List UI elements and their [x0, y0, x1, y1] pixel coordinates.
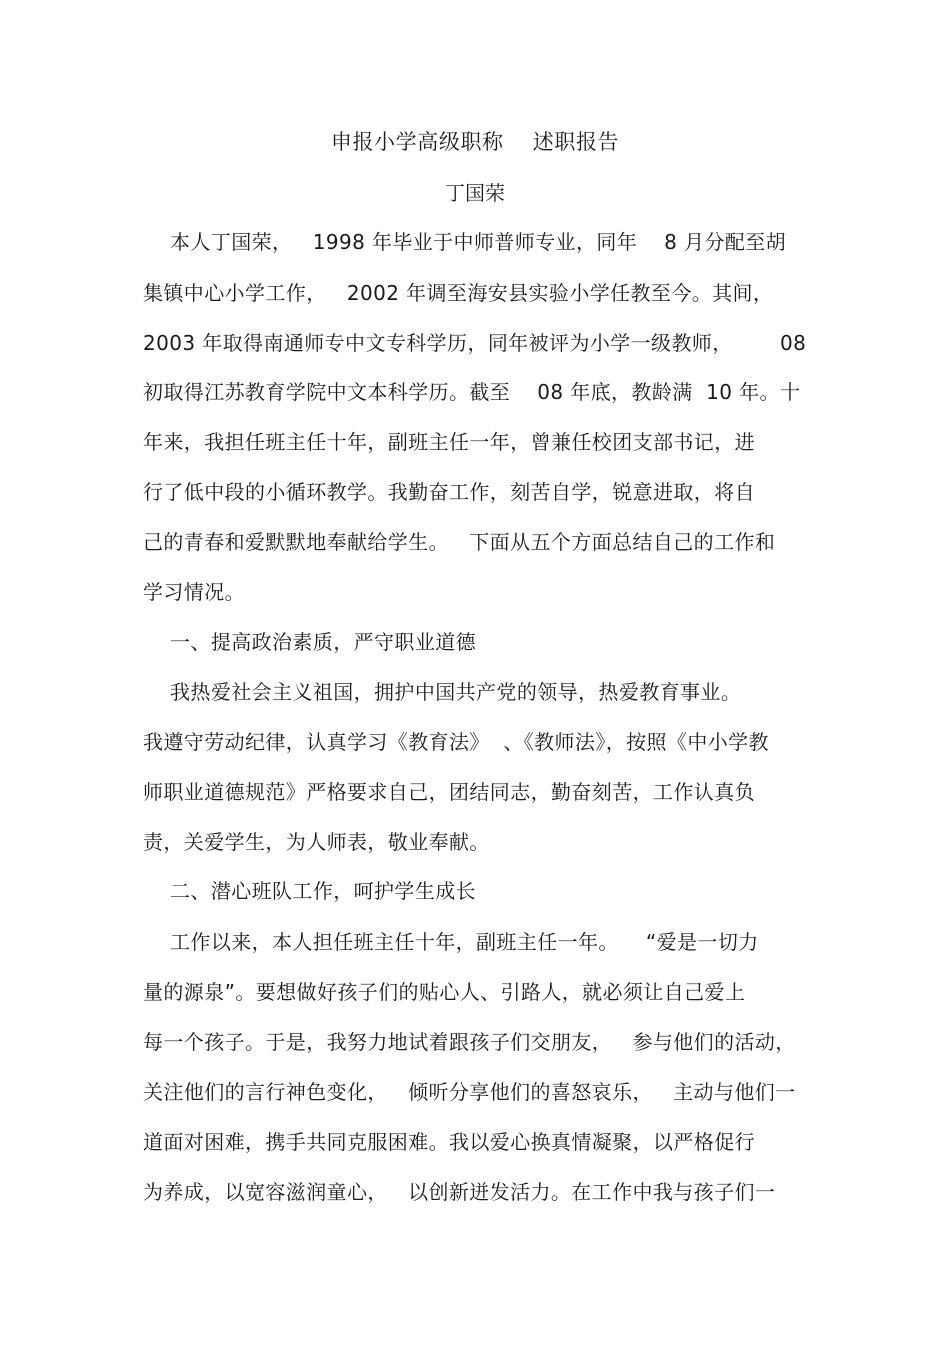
text-line: 道面对困难，携手共同克服困难。我以爱心换真情凝聚，以严格促行	[143, 1130, 755, 1154]
text-line: 行了低中段的小循环教学。我勤奋工作，刻苦自学，锐意进取，将自	[143, 480, 755, 504]
document-author: 丁国荣	[445, 181, 505, 205]
text-line: 初取得江苏教育学院中文本科学历。截至 08 年底，教龄满 10 年。十	[143, 380, 801, 404]
text-line: 工作以来，本人担任班主任十年，副班主任一年。 “爱是一切力	[143, 930, 759, 954]
text-line: 我遵守劳动纪律，认真学习《教育法》 、《教师法》，按照《中小学教	[143, 730, 769, 754]
text-line: 每一个孩子。于是，我努力地试着跟孩子们交朋友， 参与他们的活动，	[143, 1030, 796, 1054]
text-line: 师职业道德规范》严格要求自己，团结同志，勤奋刻苦，工作认真负	[143, 780, 755, 804]
text-line: 年来，我担任班主任十年，副班主任一年，曾兼任校团支部书记，进	[143, 430, 755, 454]
text-line: 我热爱社会主义祖国，拥护中国共产党的领导，热爱教育事业。	[143, 680, 742, 704]
text-line: 学习情况。	[143, 580, 245, 604]
text-line: 己的青春和爱默默地奉献给学生。 下面从五个方面总结自己的工作和	[143, 530, 776, 554]
text-line: 量的源泉”。要想做好孩子们的贴心人、引路人，就必须让自己爱上	[143, 980, 746, 1004]
text-line: 2003 年取得南通师专中文专科学历，同年被评为小学一级教师， 08	[143, 331, 807, 355]
section-heading: 二、潜心班队工作，呵护学生成长	[143, 879, 477, 903]
text-line: 责，关爱学生，为人师表，敬业奉献。	[143, 830, 490, 854]
section-heading: 一、提高政治素质，严守职业道德	[143, 630, 477, 654]
document-title: 申报小学高级职称 述职报告	[330, 130, 620, 154]
text-line: 为养成，以宽容滋润童心， 以创新迸发活力。在工作中我与孩子们一	[143, 1180, 776, 1204]
text-line: 集镇中心小学工作， 2002 年调至海安县实验小学任教至今。其间，	[143, 281, 774, 305]
text-line: 本人丁国荣， 1998 年毕业于中师普师专业，同年 8 月分配至胡	[143, 230, 787, 254]
text-line: 关注他们的言行神色变化， 倾听分享他们的喜怒哀乐， 主动与他们一	[143, 1080, 796, 1104]
